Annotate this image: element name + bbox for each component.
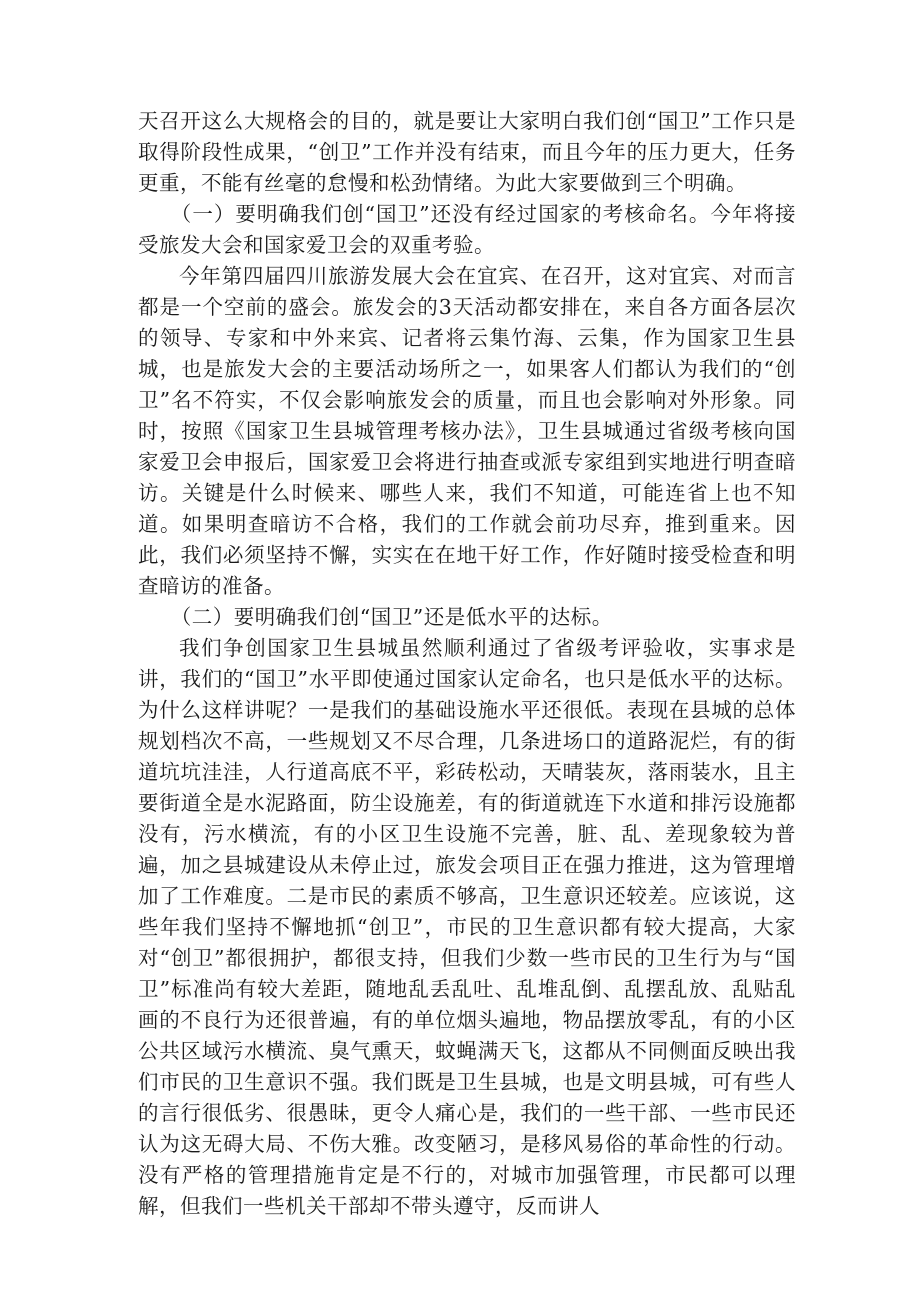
heading-section-one: （一）要明确我们创“国卫”还没有经过国家的考核命名。今年将接受旅发大会和国家爱卫会的双重考验。 [138,202,796,257]
paragraph-intro: 天召开这么大规格会的目的，就是要让大家明白我们创“国卫”工作只是取得阶段性成果，“创卫”工作并没有结束，而且今年的压力更大，任务更重，不能有丝毫的怠慢和松劲情绪。为此大家要做到三个明确。 [138,109,796,195]
paragraph-low-standard: 我们争创国家卫生县城虽然顺利通过了省级考评验收，实事求是讲，我们的“国卫”水平即使通过国家认定命名，也只是低水平的达标。为什么这样讲呢？一是我们的基础设施水平还很低。表现在县城的总体规划档次不高，一些规划又不尽合理，几条进场口的道路泥烂，有的街道坑坑洼洼，人行道高底不平，彩砖松动，天晴装灰，落雨装水，且主要街道全是水泥路面，防尘设施差，有的街道就连下水道和排污设施都没有，污水横流，有的小区卫生设施不完善，脏、乱、差现象较为普遍，加之县城建设从未停止过，旅发会项目正在强力推进，这为管理增加了工作难度。二是市民的素质不够高，卫生意识还较差。应该说，这些年我们坚持不懈地抓“创卫”，市民的卫生意识都有较大提高，大家对“创卫”都很拥护，都很支持，但我们少数一些市民的卫生行为与“国卫”标准尚有较大差距，随地乱丢乱吐、乱堆乱倒、乱摆乱放、乱贴乱画的不良行为还很普遍，有的单位烟头遍地，物品摆放零乱，有的小区公共区域污水横流、臭气熏天，蚊蝇满天飞，这都从不同侧面反映出我们市民的卫生意识不强。我们既是卫生县城，也是文明县城，可有些人的言行很低劣、很愚昧，更令人痛心是，我们的一些干部、一些市民还认为这无碍大局、不伤大雅。改变陋习，是移风易俗的革命性的行动。没有严格的管理措施肯定是不行的，对城市加强管理，市民都可以理解，但我们一些机关干部却不带头遵守，反而讲人 [138,636,796,1218]
paragraph-tourism-conference: 今年第四届四川旅游发展大会在宜宾、在召开，这对宜宾、对而言都是一个空前的盛会。旅发会的3天活动都安排在，来自各方面各层次的领导、专家和中外来宾、记者将云集竹海、云集，作为国家卫生县城，也是旅发大会的主要活动场所之一，如果客人们都认为我们的“创卫”名不符实，不仅会影响旅发会的质量，而且也会影响对外形象。同时，按照《国家卫生县城管理考核办法》，卫生县城通过省级考核向国家爱卫会申报后，国家爱卫会将进行抽查或派专家组到实地进行明查暗访。关键是什么时候来、哪些人来，我们不知道，可能连省上也不知道。如果明查暗访不合格，我们的工作就会前功尽弃，推到重来。因此，我们必须坚持不懈，实实在在地干好工作，作好随时接受检查和明查暗访的准备。 [138,264,796,598]
heading-section-two: （二）要明确我们创“国卫”还是低水平的达标。 [170,605,613,629]
